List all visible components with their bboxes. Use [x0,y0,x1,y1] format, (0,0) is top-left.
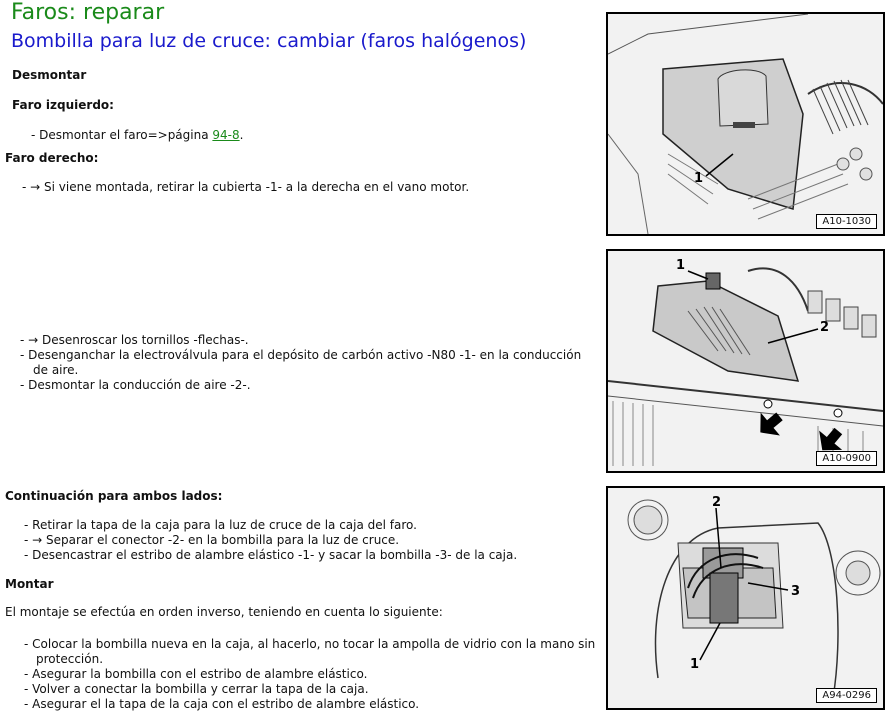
faro-derecho-step1: - → Si viene montada, retirar la cubierta -1- a la derecha en el vano motor. [22,180,470,194]
fig1-callout-1: 1 [694,171,704,186]
montar-heading: Montar [5,577,54,591]
fig2-callout-2: 2 [820,320,830,335]
page-title: Faros: reparar [11,0,165,25]
page-subtitle: Bombilla para luz de cruce: cambiar (faros halógenos) [11,30,527,52]
figure-engine-cover [606,12,885,236]
continuacion-heading: Continuación para ambos lados: [5,489,223,503]
montar-intro: El montaje se efectúa en orden inverso, teniendo en cuenta lo siguiente: [5,605,443,619]
montar-step3: - Volver a conectar la bombilla y cerrar la tapa de la caja. [24,682,369,696]
montar-step1-line1: - Colocar la bombilla nueva en la caja, al hacerlo, no tocar la ampolla de vidrio con la mano sin [24,637,596,651]
figure-label: A10-1030 [816,214,877,229]
continuacion-step3: - Desencastrar el estribo de alambre elástico -1- y sacar la bombilla -3- de la caja. [24,548,518,562]
montar-step1-line2: protección. [36,652,104,666]
faro-derecho-step3-line2: de aire. [33,363,79,377]
figure-headlight-bulb [606,486,885,710]
faro-derecho-step4: - Desmontar la conducción de aire -2-. [20,378,251,392]
headlight-bulb-drawing [608,488,883,708]
faro-izquierdo-heading: Faro izquierdo: [12,98,114,112]
faro-izquierdo-step-text: - Desmontar el faro=>página [31,128,213,142]
fig3-callout-2: 2 [712,495,722,510]
figure-label: A94-0296 [816,688,877,703]
faro-derecho-step3-line1: - Desenganchar la electroválvula para el depósito de carbón activo -N80 -1- en la conducción [20,348,582,362]
faro-derecho-heading: Faro derecho: [5,151,99,165]
figure-label: A10-0900 [816,451,877,466]
montar-step4: - Asegurar el la tapa de la caja con el estribo de alambre elástico. [24,697,420,711]
fig3-callout-1: 1 [690,657,700,672]
figure-air-duct [606,249,885,473]
faro-derecho-step2: - → Desenroscar los tornillos -flechas-. [20,333,249,347]
fig2-callout-1: 1 [676,258,686,273]
continuacion-step2: - → Separar el conector -2- en la bombilla para la luz de cruce. [24,533,400,547]
page-link-94-8[interactable]: 94-8 [212,128,240,142]
faro-izquierdo-step [31,128,243,142]
section-desmontar-heading: Desmontar [12,68,87,82]
air-duct-drawing [608,251,883,471]
faro-izquierdo-step-suffix: . [239,128,244,142]
engine-cover-drawing [608,14,883,234]
montar-step2: - Asegurar la bombilla con el estribo de alambre elástico. [24,667,368,681]
continuacion-step1: - Retirar la tapa de la caja para la luz de cruce de la caja del faro. [24,518,417,532]
fig3-callout-3: 3 [791,584,801,599]
